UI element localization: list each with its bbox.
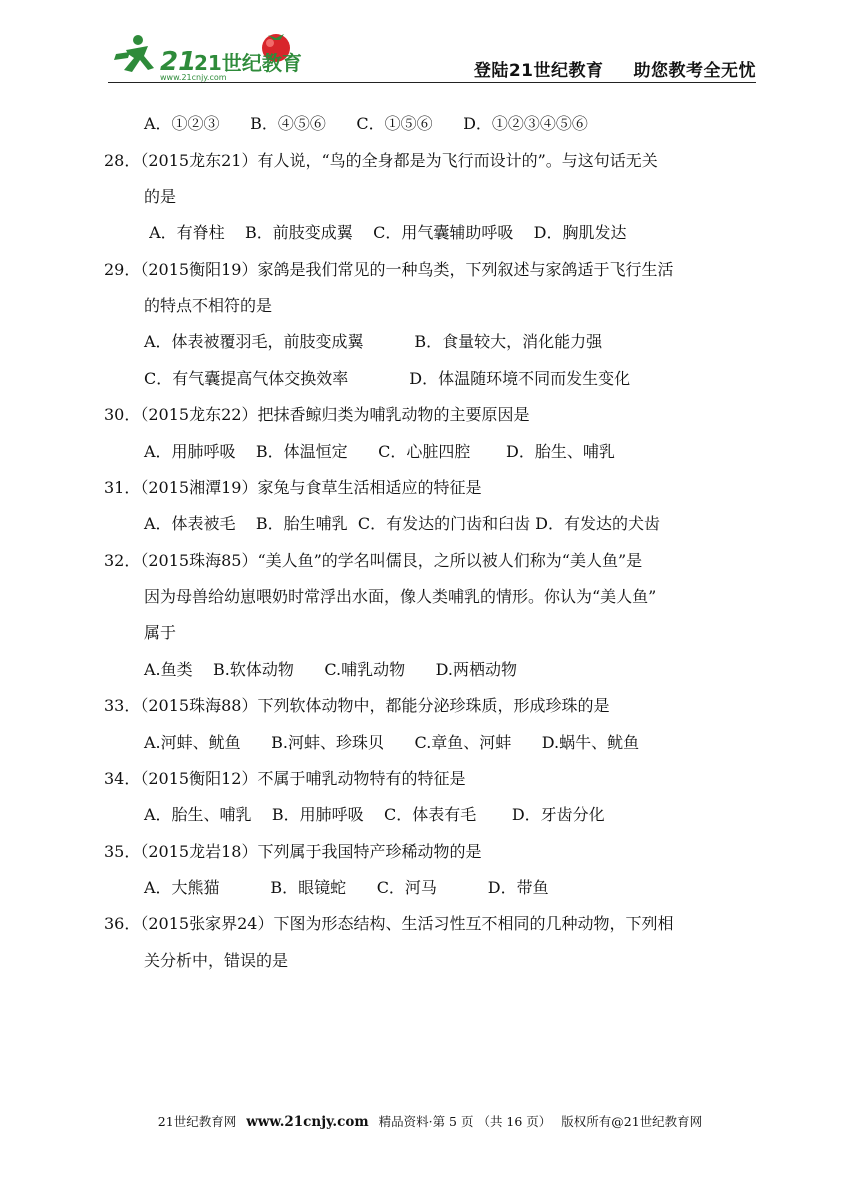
logo-21cnjy	[108, 28, 308, 82]
footer-page-info: 精品资料·第 5 页 （共 16 页）	[378, 1114, 552, 1129]
header-slogan	[474, 56, 756, 81]
question-35: 35．（2015龙岩18）下列属于我国特产珍稀动物的是	[104, 842, 482, 861]
footer-url[interactable]: www.21cnjy.com	[246, 1114, 369, 1130]
question-29: 29．（2015衡阳19）家鸽是我们常见的一种鸟类，下列叙述与家鸽适于飞行生活	[104, 260, 674, 279]
question-29-cont: 的特点不相符的是	[144, 296, 273, 315]
question-36-cont: 关分析中，错误的是	[144, 951, 289, 970]
options-30: A．用肺呼吸 B．体温恒定 C．心脏四腔 D．胎生、哺乳	[144, 442, 615, 461]
options-32: A.鱼类 B.软体动物 C.哺乳动物 D.两栖动物	[144, 660, 517, 679]
options-34: A．胎生、哺乳 B．用肺呼吸 C．体表有毛 D．牙齿分化	[144, 805, 605, 824]
question-36: 36．（2015张家界24）下图为形态结构、生活习性互不相同的几种动物，下列相	[104, 914, 674, 933]
question-32-cont2: 属于	[144, 623, 177, 642]
slogan-left: 登陆21世纪教育	[473, 61, 604, 81]
options-27: A．①②③ B．④⑤⑥ C．①⑤⑥ D．①②③④⑤⑥	[144, 114, 588, 133]
options-29-cd: C．有气囊提高气体交换效率 D．体温随环境不同而发生变化	[144, 369, 631, 388]
options-29-ab: A．体表被覆羽毛，前肢变成翼 B．食量较大，消化能力强	[144, 332, 603, 351]
svg-text:21: 21	[160, 47, 197, 77]
question-32: 32．（2015珠海85）“美人鱼”的学名叫儒艮，之所以被人们称为“美人鱼”是	[104, 551, 643, 570]
question-28-cont: 的是	[144, 187, 177, 206]
options-31: A．体表被毛 B．胎生哺乳 C．有发达的门齿和臼齿 D．有发达的犬齿	[144, 514, 660, 533]
question-30: 30．（2015龙东22）把抹香鲸归类为哺乳动物的主要原因是	[104, 405, 530, 424]
options-33: A.河蚌、鱿鱼 B.河蚌、珍珠贝 C.章鱼、河蚌 D.蜗牛、鱿鱼	[144, 733, 640, 752]
options-35: A．大熊猫 B．眼镜蛇 C．河马 D．带鱼	[144, 878, 549, 897]
logo-url: www.21cnjy.com	[160, 73, 227, 82]
question-28: 28．（2015龙东21）有人说，“鸟的全身都是为飞行而设计的”。与这句话无关	[104, 151, 658, 170]
header-rule	[108, 82, 756, 83]
logo-text: 21世纪教育	[194, 51, 302, 75]
footer-copyright: 版权所有@21世纪教育网	[561, 1114, 703, 1129]
page-header	[108, 28, 756, 84]
page-footer	[0, 1112, 860, 1130]
question-31: 31．（2015湘潭19）家兔与食草生活相适应的特征是	[104, 478, 482, 497]
slogan-right: 助您教考全无忧	[633, 61, 756, 81]
options-28: A．有脊柱 B．前肢变成翼 C．用气囊辅助呼吸 D．胸肌发达	[144, 223, 627, 242]
question-32-cont: 因为母兽给幼崽喂奶时常浮出水面，像人类哺乳的情形。你认为“美人鱼”	[144, 587, 657, 606]
question-34: 34．（2015衡阳12）不属于哺乳动物特有的特征是	[104, 769, 466, 788]
footer-site: 21世纪教育网	[157, 1114, 237, 1129]
question-33: 33．（2015珠海88）下列软体动物中，都能分泌珍珠质，形成珍珠的是	[104, 696, 610, 715]
